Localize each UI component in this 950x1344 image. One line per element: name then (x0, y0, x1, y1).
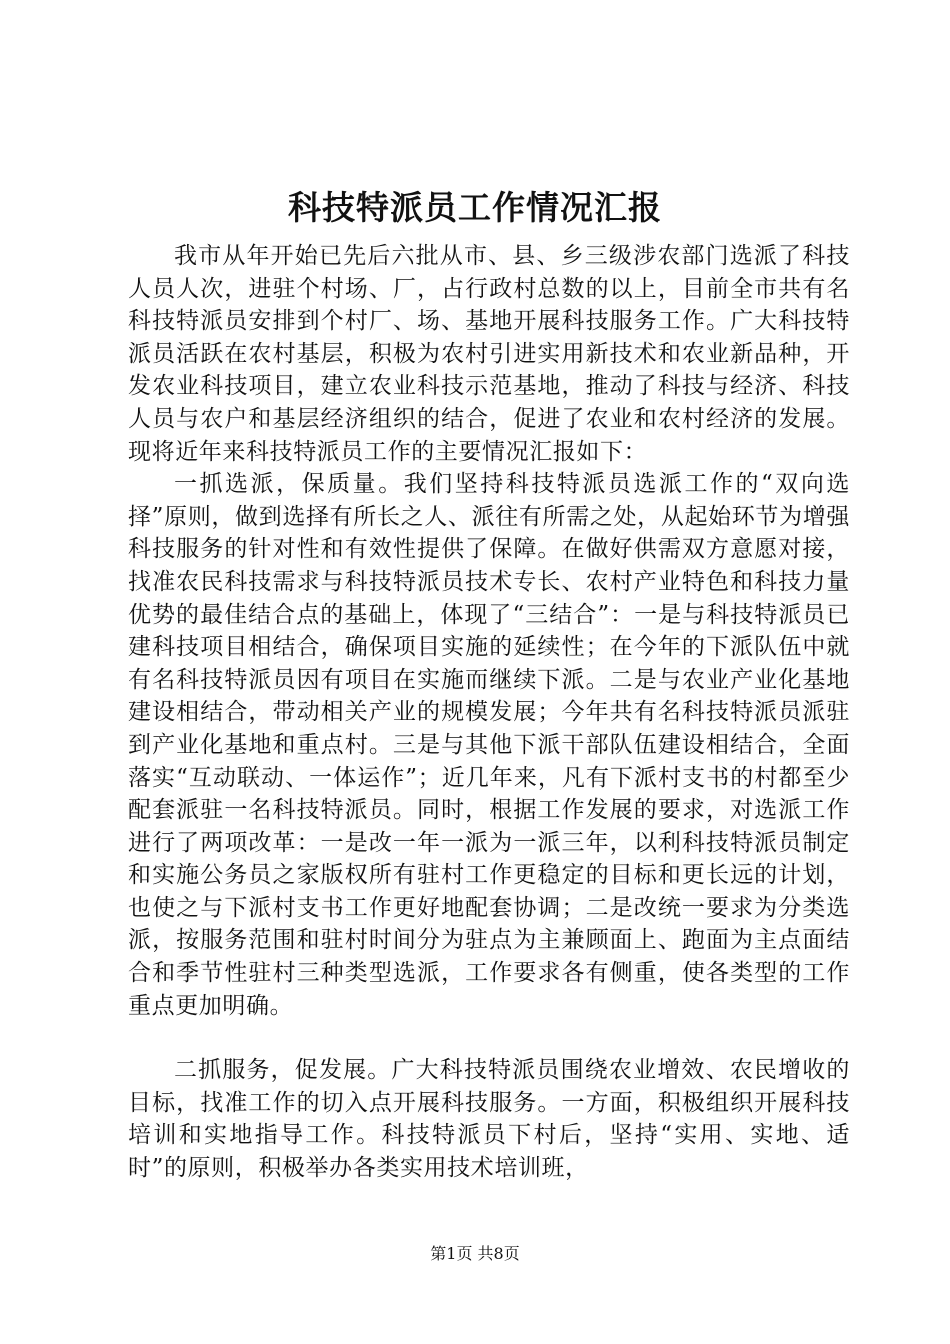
paragraph-selection: 一抓选派，保质量。我们坚持科技特派员选派工作的“双向选择”原则，做到选择有所长之人、派往有所需之处，从起始环节为增强科技服务的针对性和有效性提供了保障。在做好供需双方意愿对接，找准农民科技需求与科技特派员技术专长、农村产业特色和科技力量优势的最佳结合点的基础上，体现了“三结合”：一是与科技特派员已建科技项目相结合，确保项目实施的延续性；在今年的下派队伍中就有名科技特派员因有项目在实施而继续下派。二是与农业产业化基地建设相结合，带动相关产业的规模发展；今年共有名科技特派员派驻到产业化基地和重点村。三是与其他下派干部队伍建设相结合，全面落实“互动联动、一体运作”；近几年来，凡有下派村支书的村都至少配套派驻一名科技特派员。同时，根据工作发展的要求，对选派工作进行了两项改革：一是改一年一派为一派三年，以利科技特派员制定和实施公务员之家版权所有驻村工作更稳定的目标和更长远的计划，也使之与下派村支书工作更好地配套协调；二是改统一要求为分类选派，按服务范围和驻村时间分为驻点为主兼顾面上、跑面为主点面结合和季节性驻村三种类型选派，工作要求各有侧重，使各类型的工作重点更加明确。 (128, 471, 850, 1019)
paragraph-intro: 我市从年开始已先后六批从市、县、乡三级涉农部门选派了科技人员人次，进驻个村场、厂，占行政村总数的以上，目前全市共有名科技特派员安排到个村厂、场、基地开展科技服务工作。广大科技特派员活跃在农村基层，积极为农村引进实用新技术和农业新品种，开发农业科技项目，建立农业科技示范基地，推动了科技与经济、科技人员与农户和基层经济组织的结合，促进了农业和农村经济的发展。现将近年来科技特派员工作的主要情况汇报如下： (128, 243, 850, 465)
document-body (128, 240, 850, 1185)
paragraph-service: 二抓服务，促发展。广大科技特派员围绕农业增效、农民增收的目标，找准工作的切入点开展科技服务。一方面，积极组织开展科技培训和实地指导工作。科技特派员下村后，坚持“实用、实地、适时”的原则，积极举办各类实用技术培训班， (128, 1057, 850, 1182)
document-title: 科技特派员工作情况汇报 (288, 188, 662, 227)
page-footer: 第1页 共8页 (430, 1244, 520, 1263)
